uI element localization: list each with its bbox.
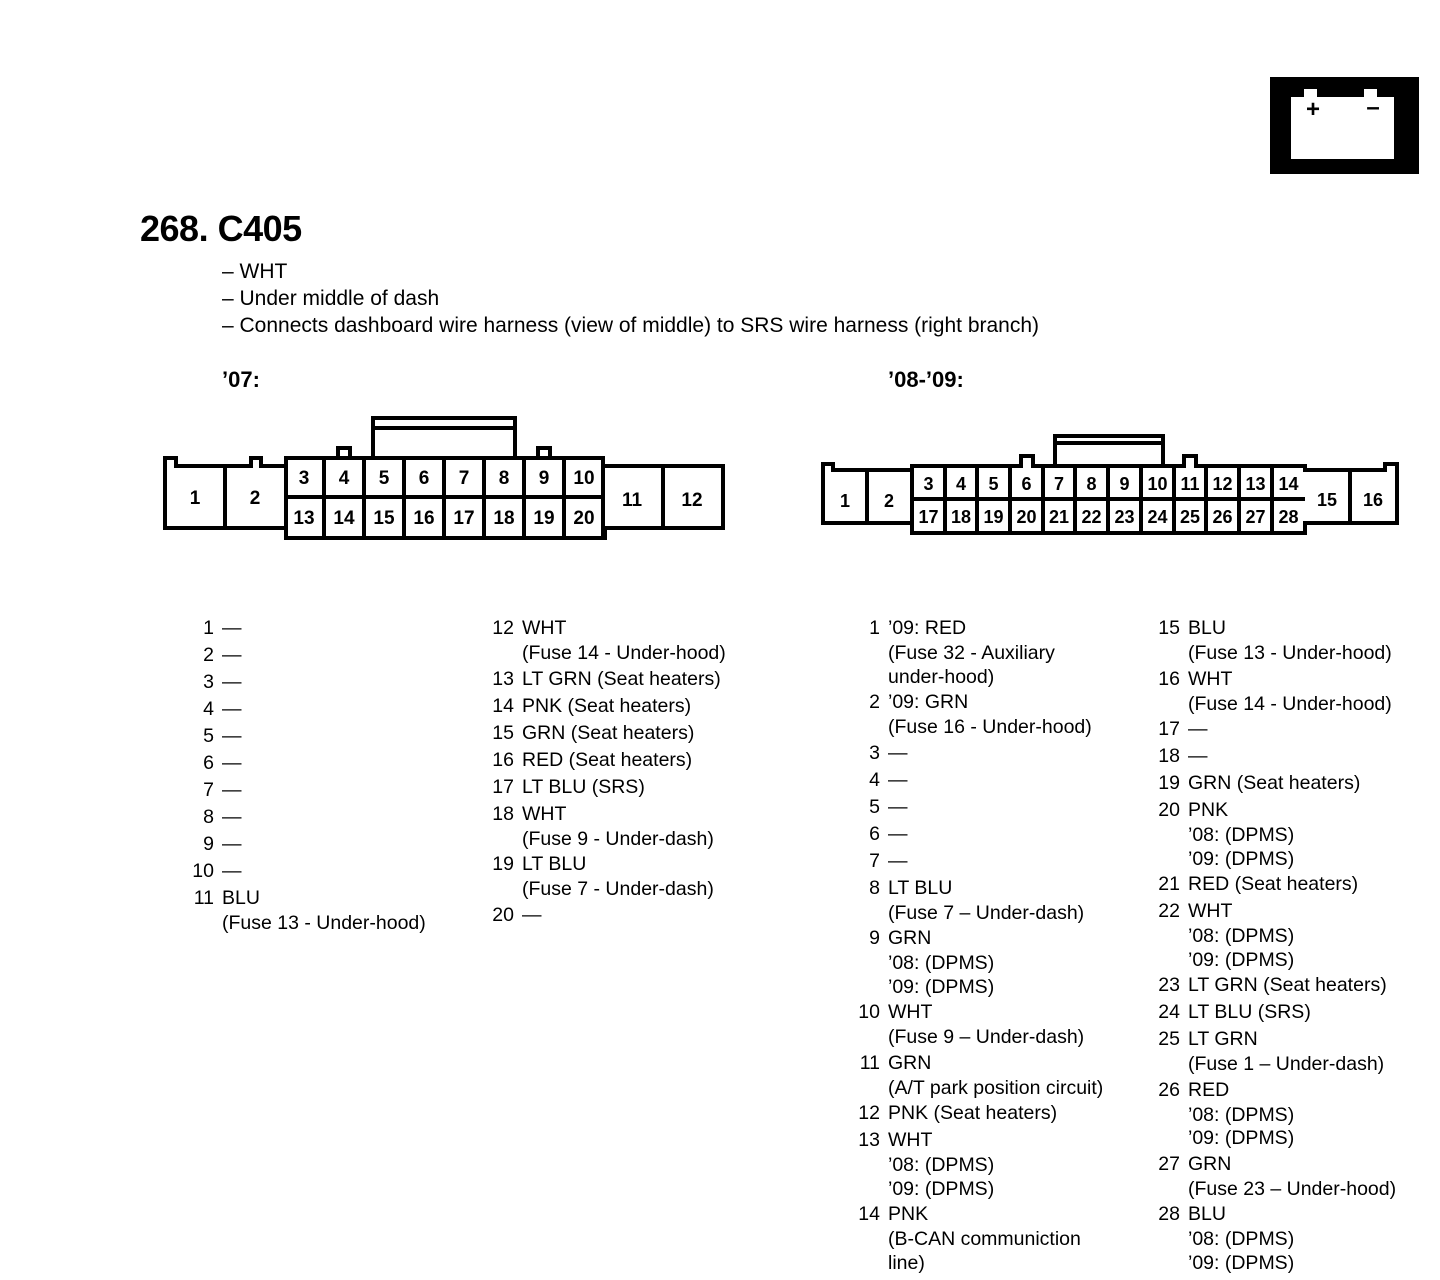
connector-08-09-cavity-26: 26	[1212, 507, 1233, 527]
connector-07-cavity-19: 19	[533, 508, 555, 529]
pin-number: 4	[869, 768, 880, 791]
pin-description	[1188, 797, 1294, 871]
connector-08-09-cavity-8: 8	[1086, 474, 1097, 494]
pin-number: 15	[1158, 617, 1180, 639]
c08-pin-19	[1148, 770, 1396, 797]
connector-08-09-cavity-2: 2	[883, 491, 895, 511]
c07-pin-19	[482, 851, 726, 902]
pin-number: 1	[869, 617, 880, 639]
connector-07-cavity-2: 2	[249, 488, 261, 509]
pin-description-line: ’09: RED	[888, 617, 967, 639]
pin-description-line: (Fuse 23 – Under-hood)	[1188, 1177, 1397, 1200]
pin-description-line: —	[222, 833, 242, 855]
pin-description-line: —	[888, 741, 908, 764]
connector-08-09-diagram	[0, 0, 1410, 560]
pin-description-line: ’09: GRN	[888, 691, 969, 713]
pin-description	[222, 696, 242, 723]
pin-description	[1188, 743, 1208, 770]
pin-description	[222, 804, 242, 831]
pin-description	[522, 615, 726, 666]
pin-description-line: (Fuse 32 - Auxiliary	[888, 642, 1055, 664]
pin-number: 24	[1158, 1001, 1180, 1023]
c07-pin-9	[182, 831, 426, 858]
pin-description-line: WHT	[522, 617, 567, 639]
pin-number: 13	[492, 667, 514, 690]
pin-number: 15	[492, 721, 514, 744]
connector-08-09-cavity-23: 23	[1114, 507, 1135, 527]
pin-number: 6	[203, 752, 214, 774]
pin-description	[1188, 1151, 1396, 1202]
pin-description	[888, 615, 1055, 689]
pin-number: 12	[492, 617, 514, 639]
pin-description-line: ’08: (DPMS)	[1188, 925, 1295, 947]
pin-description-line: LT GRN	[1188, 1028, 1258, 1050]
pin-description-line: —	[222, 644, 242, 666]
pin-description	[1188, 898, 1294, 972]
pin-description-line: BLU	[1188, 1203, 1226, 1225]
pin-number: 4	[203, 698, 214, 720]
pin-description-line: ’09: (DPMS)	[1188, 847, 1295, 870]
c07-pin-10	[182, 858, 426, 885]
c08-pin-13	[848, 1127, 1103, 1201]
c07-pin-14	[482, 693, 726, 720]
connector-07-cavity-17: 17	[453, 508, 475, 529]
pin-description	[222, 858, 242, 885]
pin-description	[888, 689, 1092, 740]
connector-07-cavity-20: 20	[573, 508, 595, 529]
pin-description-line: LT GRN (Seat heaters)	[1188, 974, 1387, 996]
pin-number: 2	[203, 644, 214, 666]
connector-08-09-cavity-15: 15	[1316, 490, 1338, 510]
pin-description-line: (Fuse 9 - Under-dash)	[522, 827, 714, 850]
connector-07-label: ’07:	[222, 367, 260, 392]
connector-07-cavity-7: 7	[458, 468, 470, 489]
c08-pin-1	[848, 615, 1103, 689]
c07-pin-6	[182, 750, 426, 777]
pin-number: 26	[1158, 1078, 1180, 1101]
pin-number: 17	[1158, 718, 1180, 740]
pin-description-line: ’08: (DPMS)	[1188, 824, 1295, 846]
c08-pin-17	[1148, 716, 1396, 743]
connector-08-09-cavity-18: 18	[950, 507, 972, 527]
connector-07-cavity-5: 5	[378, 468, 390, 489]
connector-07-cavity-6: 6	[418, 468, 430, 489]
connector-07-cavity-15: 15	[373, 508, 395, 529]
pin-description-line: GRN (Seat heaters)	[1188, 772, 1361, 794]
c08-pin-2	[848, 689, 1103, 740]
c08-pin-15	[1148, 615, 1396, 666]
pin-description	[522, 774, 645, 801]
pin-number: 23	[1158, 974, 1180, 996]
connector-07-cavity-8: 8	[498, 468, 510, 489]
pin-number: 2	[869, 691, 880, 713]
pin-list-08-09-col1	[848, 615, 1103, 1275]
connector-08-09-cavity-27: 27	[1245, 507, 1266, 527]
description-color: – WHT	[222, 260, 288, 283]
pin-description-line: —	[888, 849, 908, 872]
pin-description-line: (B-CAN communiction	[888, 1228, 1081, 1250]
c08-pin-27	[1148, 1151, 1396, 1202]
battery-minus-sign: –	[1366, 94, 1380, 121]
pin-description-line: WHT	[1188, 667, 1233, 690]
connector-07-cavity-11: 11	[621, 490, 643, 511]
pin-description	[522, 851, 714, 902]
connector-07-cavity-16: 16	[413, 508, 435, 529]
pin-number: 9	[203, 833, 214, 855]
pin-description-line: (Fuse 13 - Under-hood)	[1188, 642, 1392, 664]
pin-number: 18	[492, 802, 514, 825]
pin-number: 19	[1158, 772, 1180, 794]
pin-description-line: LT BLU (SRS)	[1188, 1001, 1311, 1023]
pin-number: 6	[869, 822, 880, 845]
pin-number: 10	[192, 860, 214, 882]
pin-description-line: WHT	[888, 1129, 933, 1151]
c08-pin-10	[848, 999, 1103, 1050]
c07-pin-17	[482, 774, 726, 801]
pin-number: 17	[492, 775, 514, 798]
pin-description-line: PNK (Seat heaters)	[522, 694, 692, 717]
pin-description	[1188, 1026, 1384, 1077]
pin-description-line: ’08: (DPMS)	[1188, 1103, 1295, 1126]
pin-number: 14	[858, 1203, 880, 1225]
pin-description	[1188, 999, 1311, 1026]
pin-description-line: BLU	[1188, 617, 1226, 639]
c07-pin-3	[182, 669, 426, 696]
pin-description	[888, 999, 1084, 1050]
connector-08-09-cavity-24: 24	[1147, 507, 1168, 527]
connector-08-09-cavity-16: 16	[1362, 490, 1384, 510]
pin-description	[222, 750, 242, 777]
pin-number: 11	[859, 1051, 880, 1074]
c08-pin-16	[1148, 666, 1396, 717]
pin-description	[888, 925, 994, 999]
pin-description-line: BLU	[222, 887, 260, 909]
pin-description-line: —	[222, 752, 242, 774]
pin-description-line: (A/T park position circuit)	[888, 1076, 1104, 1099]
c07-pin-18	[482, 801, 726, 852]
c08-pin-23	[1148, 972, 1396, 999]
pin-number: 20	[492, 903, 514, 926]
pin-description-line: LT BLU	[888, 876, 953, 899]
pin-description	[888, 1127, 994, 1201]
c08-pin-25	[1148, 1026, 1396, 1077]
pin-description	[222, 885, 426, 936]
pin-description	[222, 723, 242, 750]
c08-pin-21	[1148, 871, 1396, 898]
connector-08-09-cavity-20: 20	[1016, 507, 1037, 527]
c08-pin-8	[848, 875, 1103, 926]
connector-08-09-cavity-22: 22	[1081, 507, 1102, 527]
c08-pin-11	[848, 1050, 1103, 1101]
pin-description	[1188, 871, 1358, 898]
connector-08-09-cavity-14: 14	[1278, 474, 1299, 494]
pin-description-line: ’09: (DPMS)	[1188, 948, 1295, 971]
pin-number: 28	[1158, 1203, 1180, 1225]
pin-description-line: (Fuse 1 – Under-dash)	[1188, 1053, 1385, 1075]
pin-description	[222, 642, 242, 669]
pin-description	[888, 821, 908, 848]
c07-pin-7	[182, 777, 426, 804]
pin-description-line: —	[888, 795, 908, 818]
c08-pin-28	[1148, 1201, 1396, 1275]
c08-pin-14	[848, 1201, 1103, 1275]
pin-description-line: LT GRN (Seat heaters)	[522, 667, 721, 690]
connector-07-cavity-4: 4	[338, 468, 350, 489]
c07-pin-4	[182, 696, 426, 723]
pin-description	[888, 1100, 1057, 1127]
pin-list-07-col1	[182, 615, 426, 936]
description-location: – Under middle of dash	[222, 287, 440, 310]
pin-description	[888, 740, 908, 767]
pin-description-line: —	[888, 822, 908, 845]
pin-number: 14	[492, 694, 514, 717]
connector-08-09-cavity-12: 12	[1212, 474, 1233, 494]
c07-pin-16	[482, 747, 726, 774]
pin-number: 3	[869, 741, 880, 764]
pin-description	[888, 1201, 1081, 1275]
c08-pin-24	[1148, 999, 1396, 1026]
connector-07-cavity-3: 3	[298, 468, 310, 489]
pin-description-line: —	[1188, 718, 1208, 740]
c07-pin-1	[182, 615, 426, 642]
pin-description	[522, 747, 692, 774]
pin-description	[888, 1050, 1103, 1101]
pin-description-line: line)	[888, 1251, 925, 1274]
pin-description-line: (Fuse 16 - Under-hood)	[888, 716, 1092, 738]
pin-number: 25	[1158, 1028, 1180, 1050]
pin-description	[222, 615, 242, 642]
c08-pin-5	[848, 794, 1103, 821]
pin-number: 1	[203, 617, 214, 639]
pin-description	[1188, 770, 1360, 797]
pin-description-line: PNK	[1188, 799, 1229, 821]
c07-pin-13	[482, 666, 726, 693]
c07-pin-8	[182, 804, 426, 831]
pin-description-line: GRN	[888, 927, 932, 949]
c08-pin-9	[848, 925, 1103, 999]
pin-number: 3	[203, 671, 214, 693]
pin-description	[522, 720, 694, 747]
connector-08-09-cavity-21: 21	[1048, 507, 1070, 527]
pin-number: 20	[1158, 799, 1180, 821]
pin-number: 7	[869, 849, 880, 872]
pin-description	[522, 693, 691, 720]
pin-number: 21	[1158, 873, 1180, 895]
pin-description-line: (Fuse 7 - Under-dash)	[522, 878, 714, 900]
pin-description-line: PNK	[888, 1203, 929, 1225]
pin-description	[1188, 972, 1387, 999]
pin-description	[1188, 716, 1208, 743]
connector-08-09-cavity-1: 1	[839, 491, 851, 511]
c08-pin-18	[1148, 743, 1396, 770]
pin-description-line: LT BLU (SRS)	[522, 775, 645, 798]
pin-description-line: ’08: (DPMS)	[1188, 1228, 1295, 1250]
c08-pin-20	[1148, 797, 1396, 871]
pin-number: 12	[858, 1102, 880, 1124]
pin-description-line: RED	[1188, 1078, 1230, 1101]
pin-description-line: GRN (Seat heaters)	[522, 721, 695, 744]
connector-08-09-cavity-7: 7	[1053, 474, 1065, 494]
pin-list-08-09-col2	[1148, 615, 1396, 1275]
c08-pin-26	[1148, 1077, 1396, 1151]
connector-07-cavity-9: 9	[538, 468, 550, 489]
pin-description-line: WHT	[1188, 900, 1233, 922]
pin-description	[1188, 1201, 1294, 1275]
connector-07-cavity-1: 1	[189, 488, 201, 509]
connector-08-09-cavity-5: 5	[988, 474, 999, 494]
pin-description-line: ’08: (DPMS)	[888, 1154, 995, 1176]
c07-pin-12	[482, 615, 726, 666]
connector-07-cavity-10: 10	[573, 468, 595, 489]
pin-number: 5	[869, 795, 880, 818]
pin-number: 13	[858, 1129, 880, 1151]
page-title: 268. C405	[140, 208, 302, 249]
pin-number: 5	[203, 725, 214, 747]
connector-08-09-cavity-9: 9	[1119, 474, 1130, 494]
pin-description-line: LT BLU	[522, 853, 587, 875]
connector-08-09-cavity-19: 19	[983, 507, 1004, 527]
connector-07-cavity-13: 13	[293, 508, 315, 529]
connector-08-09-cavity-25: 25	[1179, 507, 1201, 527]
pin-description-line: —	[222, 671, 242, 693]
connector-08-09-cavity-4: 4	[955, 474, 967, 494]
pin-description	[522, 666, 721, 693]
c08-pin-6	[848, 821, 1103, 848]
pin-description-line: WHT	[522, 802, 567, 825]
pin-number: 8	[203, 806, 214, 828]
pin-description-line: (Fuse 7 – Under-dash)	[888, 901, 1085, 924]
pin-description-line: RED (Seat heaters)	[522, 748, 693, 771]
description-connects: – Connects dashboard wire harness (view of middle) to SRS wire harness (right branch)	[222, 314, 1040, 337]
pin-description	[222, 831, 242, 858]
c08-pin-4	[848, 767, 1103, 794]
pin-description	[522, 902, 542, 929]
pin-description-line: RED (Seat heaters)	[1188, 873, 1359, 895]
pin-number: 19	[492, 853, 514, 875]
c07-pin-15	[482, 720, 726, 747]
pin-description-line: under-hood)	[888, 665, 995, 688]
connector-07-cavity-12: 12	[681, 490, 703, 511]
pin-number: 22	[1158, 900, 1180, 922]
pin-description-line: ’09: (DPMS)	[888, 1177, 995, 1200]
c08-pin-12	[848, 1100, 1103, 1127]
pin-description-line: (Fuse 9 – Under-dash)	[888, 1026, 1085, 1048]
pin-description-line: (Fuse 14 - Under-hood)	[1188, 692, 1392, 715]
pin-description	[1188, 1077, 1294, 1151]
pin-description	[222, 669, 242, 696]
pin-description-line: —	[222, 806, 242, 828]
pin-description-line: WHT	[888, 1001, 933, 1023]
connector-08-09-cavity-6: 6	[1021, 474, 1032, 494]
c07-pin-20	[482, 902, 726, 929]
c08-pin-22	[1148, 898, 1396, 972]
pin-description-line: —	[222, 617, 242, 639]
pin-number: 27	[1158, 1152, 1180, 1175]
pin-number: 7	[203, 779, 214, 801]
pin-description-line: —	[1188, 745, 1208, 767]
pin-number: 18	[1158, 745, 1180, 767]
pin-list-07-col2	[482, 615, 726, 929]
pin-description-line: —	[222, 860, 242, 882]
pin-number: 16	[1158, 667, 1180, 690]
pin-number: 9	[869, 927, 880, 949]
pin-description	[888, 875, 1084, 926]
pin-description-line: ’09: (DPMS)	[888, 975, 995, 998]
c07-pin-11	[182, 885, 426, 936]
connector-08-09-cavity-10: 10	[1147, 474, 1168, 494]
pin-description-line: —	[222, 698, 242, 720]
pin-description	[888, 767, 908, 794]
pin-description	[522, 801, 714, 852]
pin-number: 16	[492, 748, 514, 771]
connector-08-09-cavity-17: 17	[918, 507, 939, 527]
connector-08-09-cavity-11: 11	[1180, 474, 1200, 494]
pin-description-line: —	[522, 903, 542, 926]
pin-number: 11	[193, 887, 214, 909]
pin-description-line: GRN	[1188, 1152, 1232, 1175]
c07-pin-2	[182, 642, 426, 669]
pin-description-line: (Fuse 14 - Under-hood)	[522, 642, 726, 664]
pin-description	[1188, 615, 1392, 666]
connector-08-09-cavity-3: 3	[923, 474, 934, 494]
pin-description-line: —	[222, 779, 242, 801]
pin-number: 10	[858, 1001, 880, 1023]
connector-08-09-cavity-28: 28	[1278, 507, 1299, 527]
pin-description-line: ’09: (DPMS)	[1188, 1127, 1295, 1149]
connector-07-cavity-18: 18	[493, 508, 515, 529]
pin-description-line: GRN	[888, 1051, 932, 1074]
c07-pin-5	[182, 723, 426, 750]
pin-description-line: PNK (Seat heaters)	[888, 1102, 1058, 1124]
pin-description-line: —	[888, 768, 908, 791]
connector-08-09-label: ’08-’09:	[888, 367, 964, 392]
pin-description-line: ’08: (DPMS)	[888, 952, 995, 974]
c08-pin-7	[848, 848, 1103, 875]
connector-07-cavity-14: 14	[333, 508, 355, 529]
pin-number: 8	[869, 876, 880, 899]
c08-pin-3	[848, 740, 1103, 767]
pin-description	[888, 848, 908, 875]
pin-description-line: ’09: (DPMS)	[1188, 1251, 1295, 1274]
pin-description-line: (Fuse 13 - Under-hood)	[222, 912, 426, 934]
pin-description-line: —	[222, 725, 242, 747]
battery-plus-sign: +	[1305, 96, 1321, 123]
pin-description	[1188, 666, 1392, 717]
connector-08-09-cavity-13: 13	[1245, 474, 1266, 494]
pin-description	[222, 777, 242, 804]
pin-description	[888, 794, 908, 821]
